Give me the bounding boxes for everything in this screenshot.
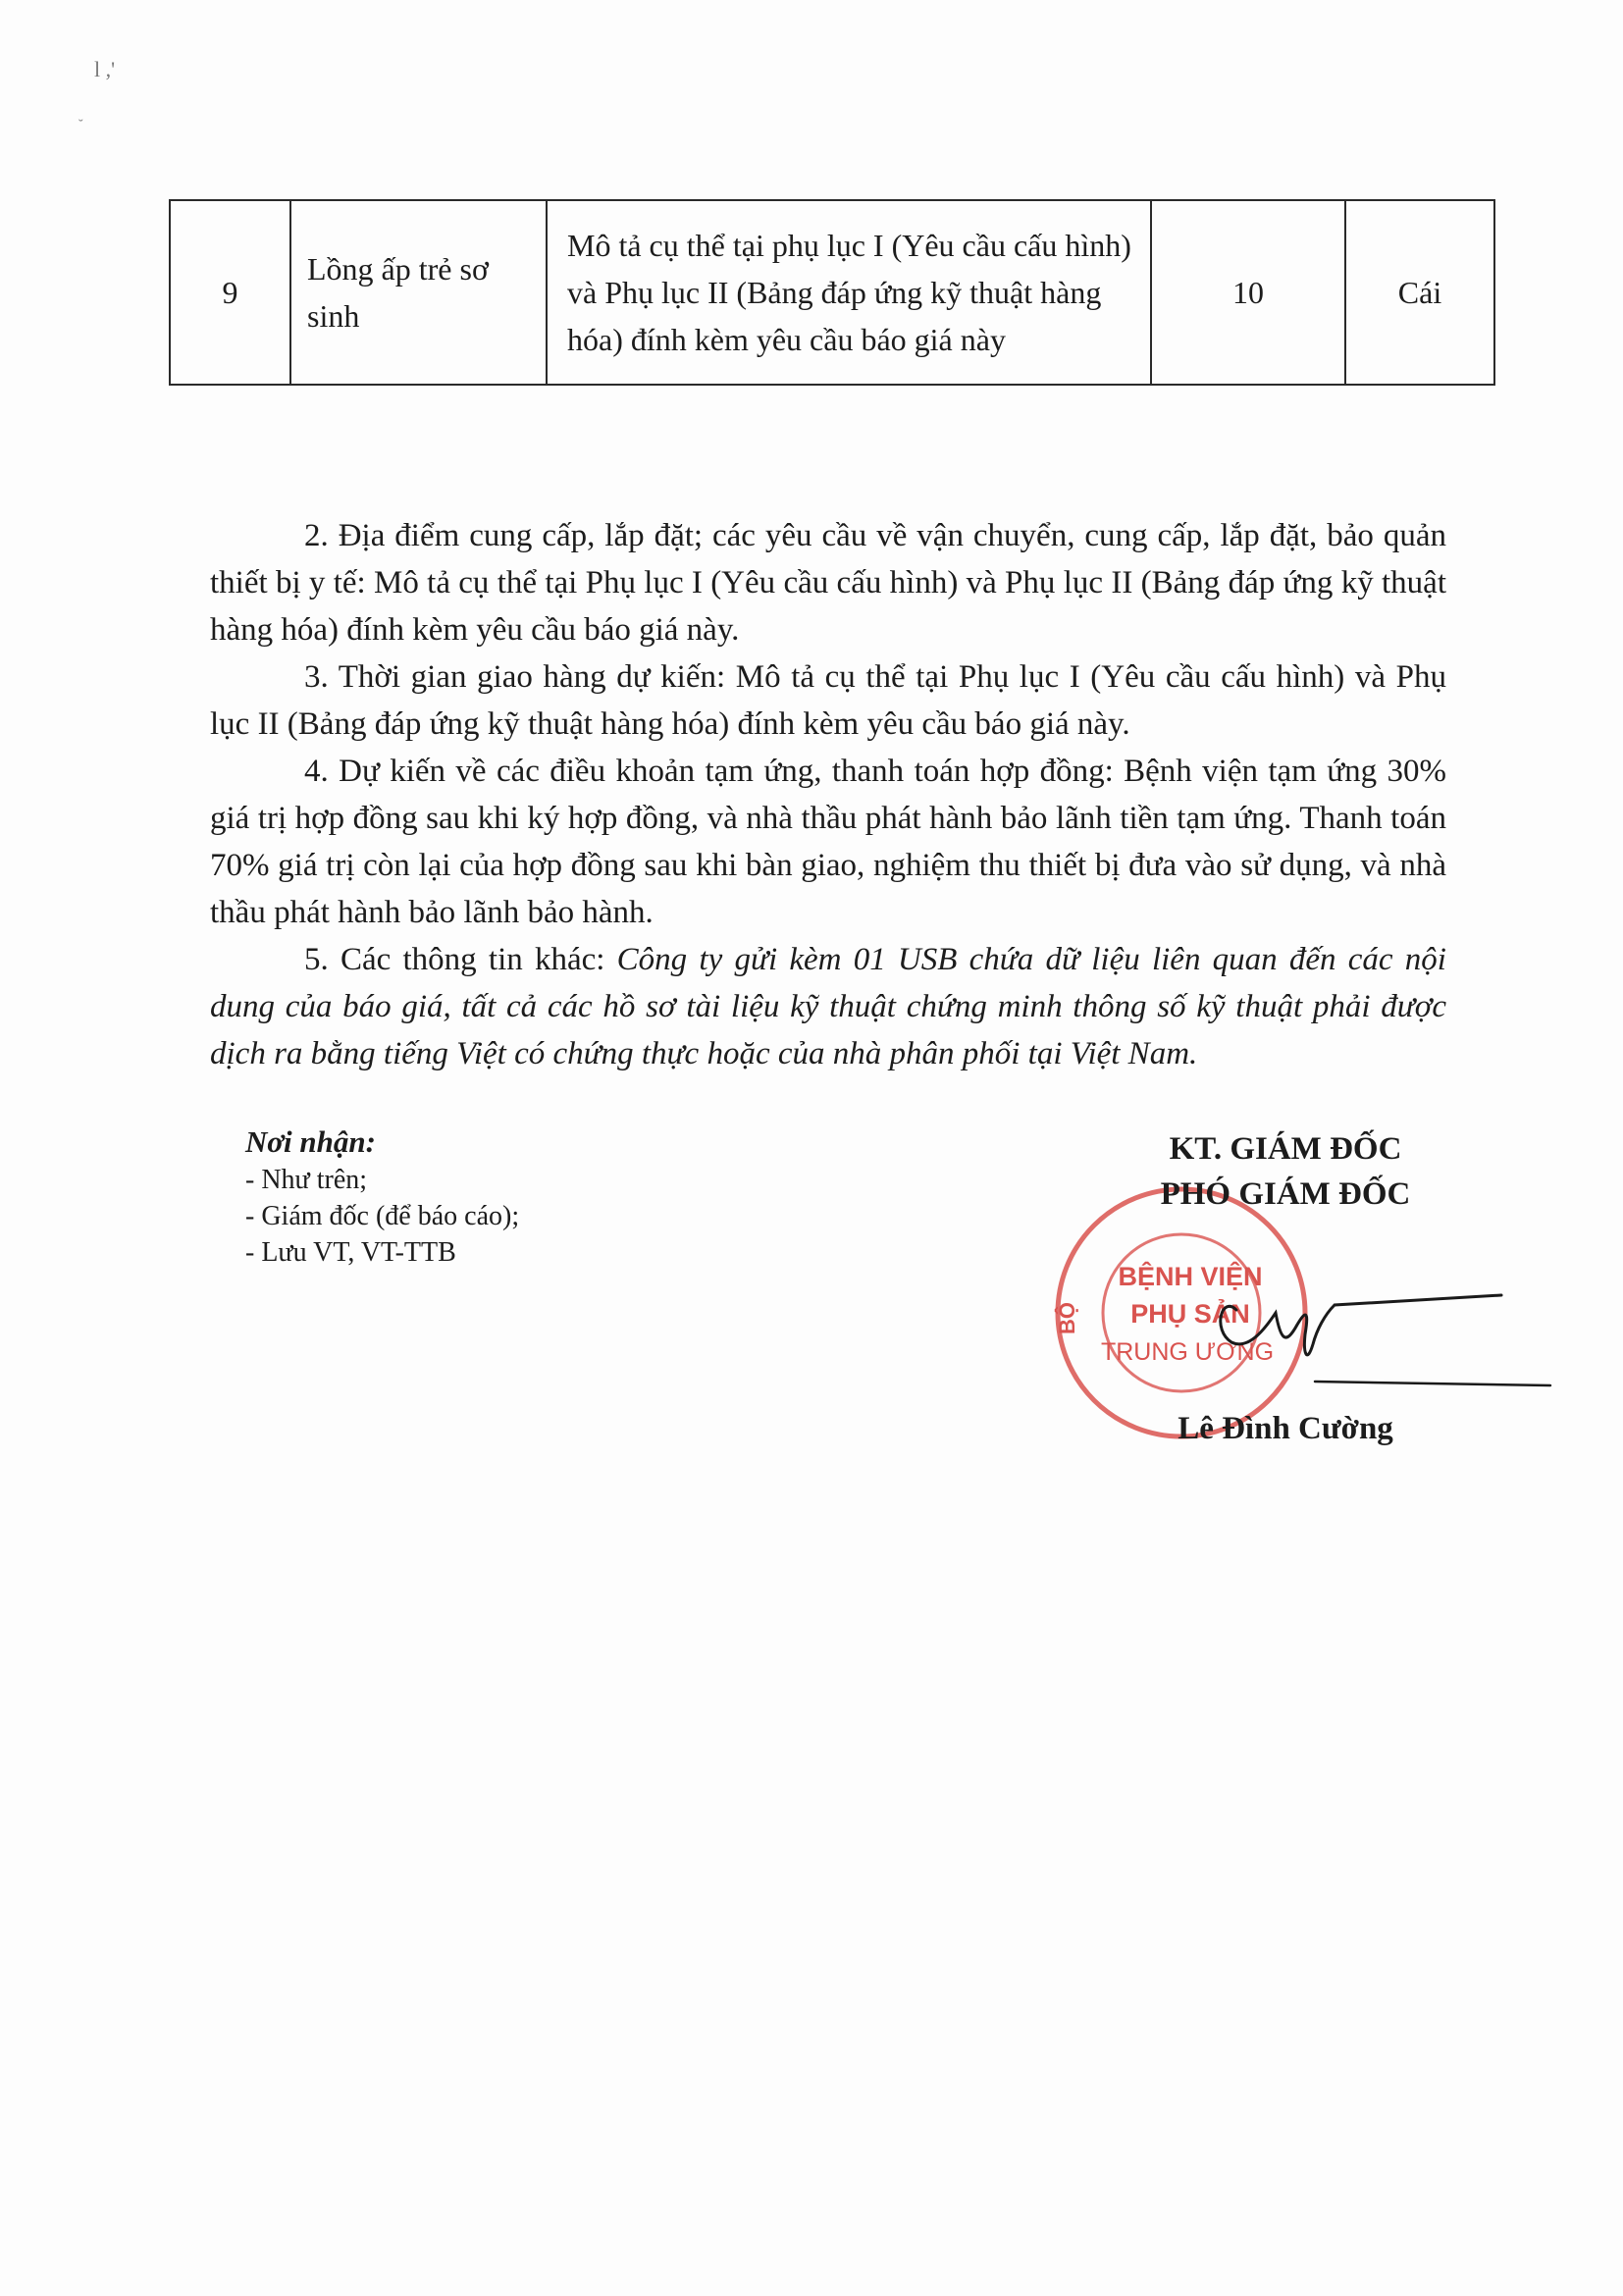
item-table	[169, 199, 1495, 386]
scan-mark: l ,'	[94, 57, 116, 81]
item-quantity: 10	[1151, 200, 1345, 385]
stamp-text-line1: BỆNH VIỆN	[1118, 1262, 1263, 1291]
recipient-item: - Lưu VT, VT-TTB	[245, 1237, 456, 1268]
other-info-label: 5. Các thông tin khác:	[304, 942, 617, 977]
other-info-text: Công ty gửi kèm 01 USB chứa dữ liệu liên quan đến các nội dung của báo giá, tất cả các hồ sơ tài liệu kỹ thuật chứng minh thông số kỹ thuật phải được dịch ra bằng tiếng Việt có chứng thực hoặc của nhà phân phối tại Việt Nam.	[210, 942, 1446, 1071]
signer-name: Lê Đình Cường	[1178, 1411, 1393, 1446]
item-description: Mô tả cụ thể tại phụ lục I (Yêu cầu cấu hình) và Phụ lục II (Bảng đáp ứng kỹ thuật hàng hóa) đính kèm yêu cầu báo giá này	[547, 200, 1151, 385]
item-name: Lồng ấp trẻ sơ sinh	[290, 200, 547, 385]
item-unit: Cái	[1345, 200, 1494, 385]
stamp-text-line2: PHỤ SẢN	[1130, 1299, 1250, 1329]
paragraph-payment-terms: 4. Dự kiến về các điều khoản tạm ứng, thanh toán hợp đồng: Bệnh viện tạm ứng 30% giá trị hợp đồng sau khi ký hợp đồng, và nhà thầu phát hành bảo lãnh tiền tạm ứng. Thanh toán 70% giá trị còn lại của hợp đồng sau khi bàn giao, nghiệm thu thiết bị đưa vào sử dụng, và nhà thầu phát hành bảo lãnh bảo hành.	[210, 754, 1446, 930]
signature-title-line2: PHÓ GIÁM ĐỐC	[1160, 1176, 1411, 1212]
body-text	[210, 512, 1446, 1077]
recipients-block	[245, 1123, 519, 1271]
row-number: 9	[170, 200, 290, 385]
table-row	[170, 200, 1494, 385]
recipients-heading: Nơi nhận:	[245, 1124, 376, 1159]
recipient-item: - Như trên;	[245, 1165, 368, 1195]
stamp-text-side: BỘ	[1055, 1302, 1079, 1334]
paragraph-other-info	[210, 936, 1446, 1077]
paragraph-delivery-location: 2. Địa điểm cung cấp, lắp đặt; các yêu cầu về vận chuyển, cung cấp, lắp đặt, bảo quản thiết bị y tế: Mô tả cụ thể tại Phụ lục I (Yêu cầu cấu hình) và Phụ lục II (Bảng đáp ứng kỹ thuật hàng hóa) đính kèm yêu cầu báo giá này.	[210, 518, 1446, 648]
signature-title-line1: KT. GIÁM ĐỐC	[1169, 1131, 1402, 1167]
recipient-item: - Giám đốc (để báo cáo);	[245, 1201, 520, 1231]
stamp-text-line3: TRUNG ƯƠNG	[1100, 1338, 1275, 1366]
scan-dot: ˘	[79, 118, 83, 132]
paragraph-delivery-time: 3. Thời gian giao hàng dự kiến: Mô tả cụ thể tại Phụ lục I (Yêu cầu cấu hình) và Phụ lục II (Bảng đáp ứng kỹ thuật hàng hóa) đính kèm yêu cầu báo giá này.	[210, 659, 1446, 742]
